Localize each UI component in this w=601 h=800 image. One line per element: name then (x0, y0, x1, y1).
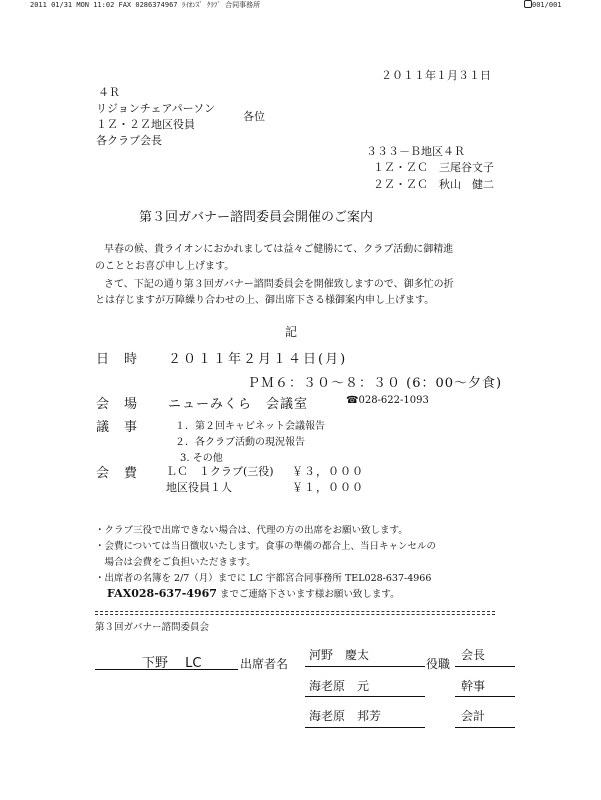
venue-phone (346, 395, 429, 406)
phone-icon: ☎ (346, 395, 359, 406)
role-underline-2 (455, 696, 515, 697)
body-para1-line2: のこととお喜び申し上げます。 (95, 261, 235, 272)
sender-person-2: ２Ｚ・ＺＣ 秋山 健二 (373, 178, 494, 191)
sender-district: ３３３－Ｂ地区４Ｒ (366, 145, 465, 158)
recipient-line-1: ４Ｒ (98, 86, 120, 99)
fax-page-number (524, 0, 562, 9)
role-underline-1 (455, 666, 515, 667)
note-3-line2 (107, 586, 400, 600)
agenda-item-1: １．第２回キャビネット会議報告 (175, 421, 325, 432)
agenda-item-3: 3. その他 (180, 453, 223, 464)
reply-committee-name: 第３回ガバナー諮問委員会 (95, 622, 210, 633)
recipient-line-3: １Ｚ・２Ｚ地区役員 (96, 118, 195, 131)
club-underline (95, 669, 238, 670)
role-1: 会長 (461, 648, 486, 662)
attendee-underline-3 (305, 727, 425, 728)
recipient-line-4: 各クラブ会長 (96, 134, 162, 147)
attendee-name-3: 海老原 邦芳 (309, 709, 382, 723)
role-underline-3 (455, 727, 515, 728)
note-3-line2-text: までご連絡下さいます様お願い致します。 (216, 589, 400, 600)
date-label: 日 時 (96, 352, 139, 367)
note-2-line2: 場合は会費をご負担いただきます。 (95, 557, 256, 568)
role-3: 会計 (461, 709, 486, 723)
venue-value: ニューみくら 会議室 (168, 397, 309, 412)
document-date: ２０１１年１月３１日 (381, 69, 491, 82)
attendee-label: 出席者名 (240, 657, 289, 671)
reply-club-name: 下野 LC (142, 656, 202, 671)
ki-heading: 記 (285, 325, 298, 339)
attendee-underline-1 (305, 666, 425, 667)
agenda-label: 議 事 (96, 420, 139, 435)
document-title: 第３回ガバナー諮問委員会開催のご案内 (139, 210, 374, 225)
note-3-line1: ・出席者の名簿を 2/7（月）までに LC 宇都宮合同事務所 TEL028-637-4966 (95, 573, 432, 584)
fee-line1-amount: ￥３，０００ (292, 465, 364, 478)
venue-label: 会 場 (96, 397, 139, 412)
attendee-name-1: 河野 慶太 (309, 648, 370, 662)
fee-label: 会 費 (96, 466, 139, 481)
attendee-underline-2 (305, 696, 425, 697)
recipient-line-2: リジョンチェアパーソン (96, 102, 216, 115)
fax-page-count: 001/001 (532, 1, 562, 9)
body-para2-line2: とは存じますが万障繰り合わせの上、御出席下さる様御案内申し上げます。 (95, 295, 435, 306)
note-1: ・クラブ三役で出席できない場合は、代理の方の出席をお願い致します。 (95, 525, 408, 536)
agenda-item-2: ２．各クラブ活動の現況報告 (175, 437, 305, 448)
role-2: 幹事 (461, 679, 486, 693)
cut-line (95, 611, 495, 612)
cut-line-2 (95, 614, 495, 615)
fax-header-text: 2011 01/31 MON 11:02 FAX 0286374967 ﾗｲｵﾝｽﾞ ｸﾗﾌﾞ 合同事務所 (30, 1, 261, 9)
note-2-line1: ・会費については当日徴収いたします。食事の準備の都合上、当日キャンセルの (95, 541, 437, 552)
time-value: ＰＭ６：３０～８：３０ (6：00～夕食) (247, 376, 503, 391)
fee-line1-label: ＬＣ １クラブ(三役) (166, 465, 274, 478)
body-para1-line1: 早春の候、貴ライオンにおかれましては益々ご健勝にて、クラブ活動に御精進 (104, 244, 454, 255)
attendee-name-2: 海老原 元 (309, 679, 370, 693)
sender-person-1: １Ｚ・ＺＣ 三尾谷文子 (373, 161, 494, 174)
date-value: ２０１１年２月１４日(月) (168, 352, 348, 367)
role-label: 役職 (426, 657, 451, 671)
fee-line2-label: 地区役員１人 (166, 481, 232, 494)
phone-number: 028-622-1093 (358, 395, 429, 406)
recipient-honorific: 各位 (243, 110, 265, 123)
fee-line2-amount: ￥１，０００ (292, 481, 364, 494)
fax-page-icon (524, 0, 532, 8)
body-para2-line1: さて、下記の通り第３回ガバナー諮問委員会を開催致しますので、御多忙の折 (104, 279, 454, 290)
note-fax-number: FAX028-637-4967 (107, 587, 217, 600)
